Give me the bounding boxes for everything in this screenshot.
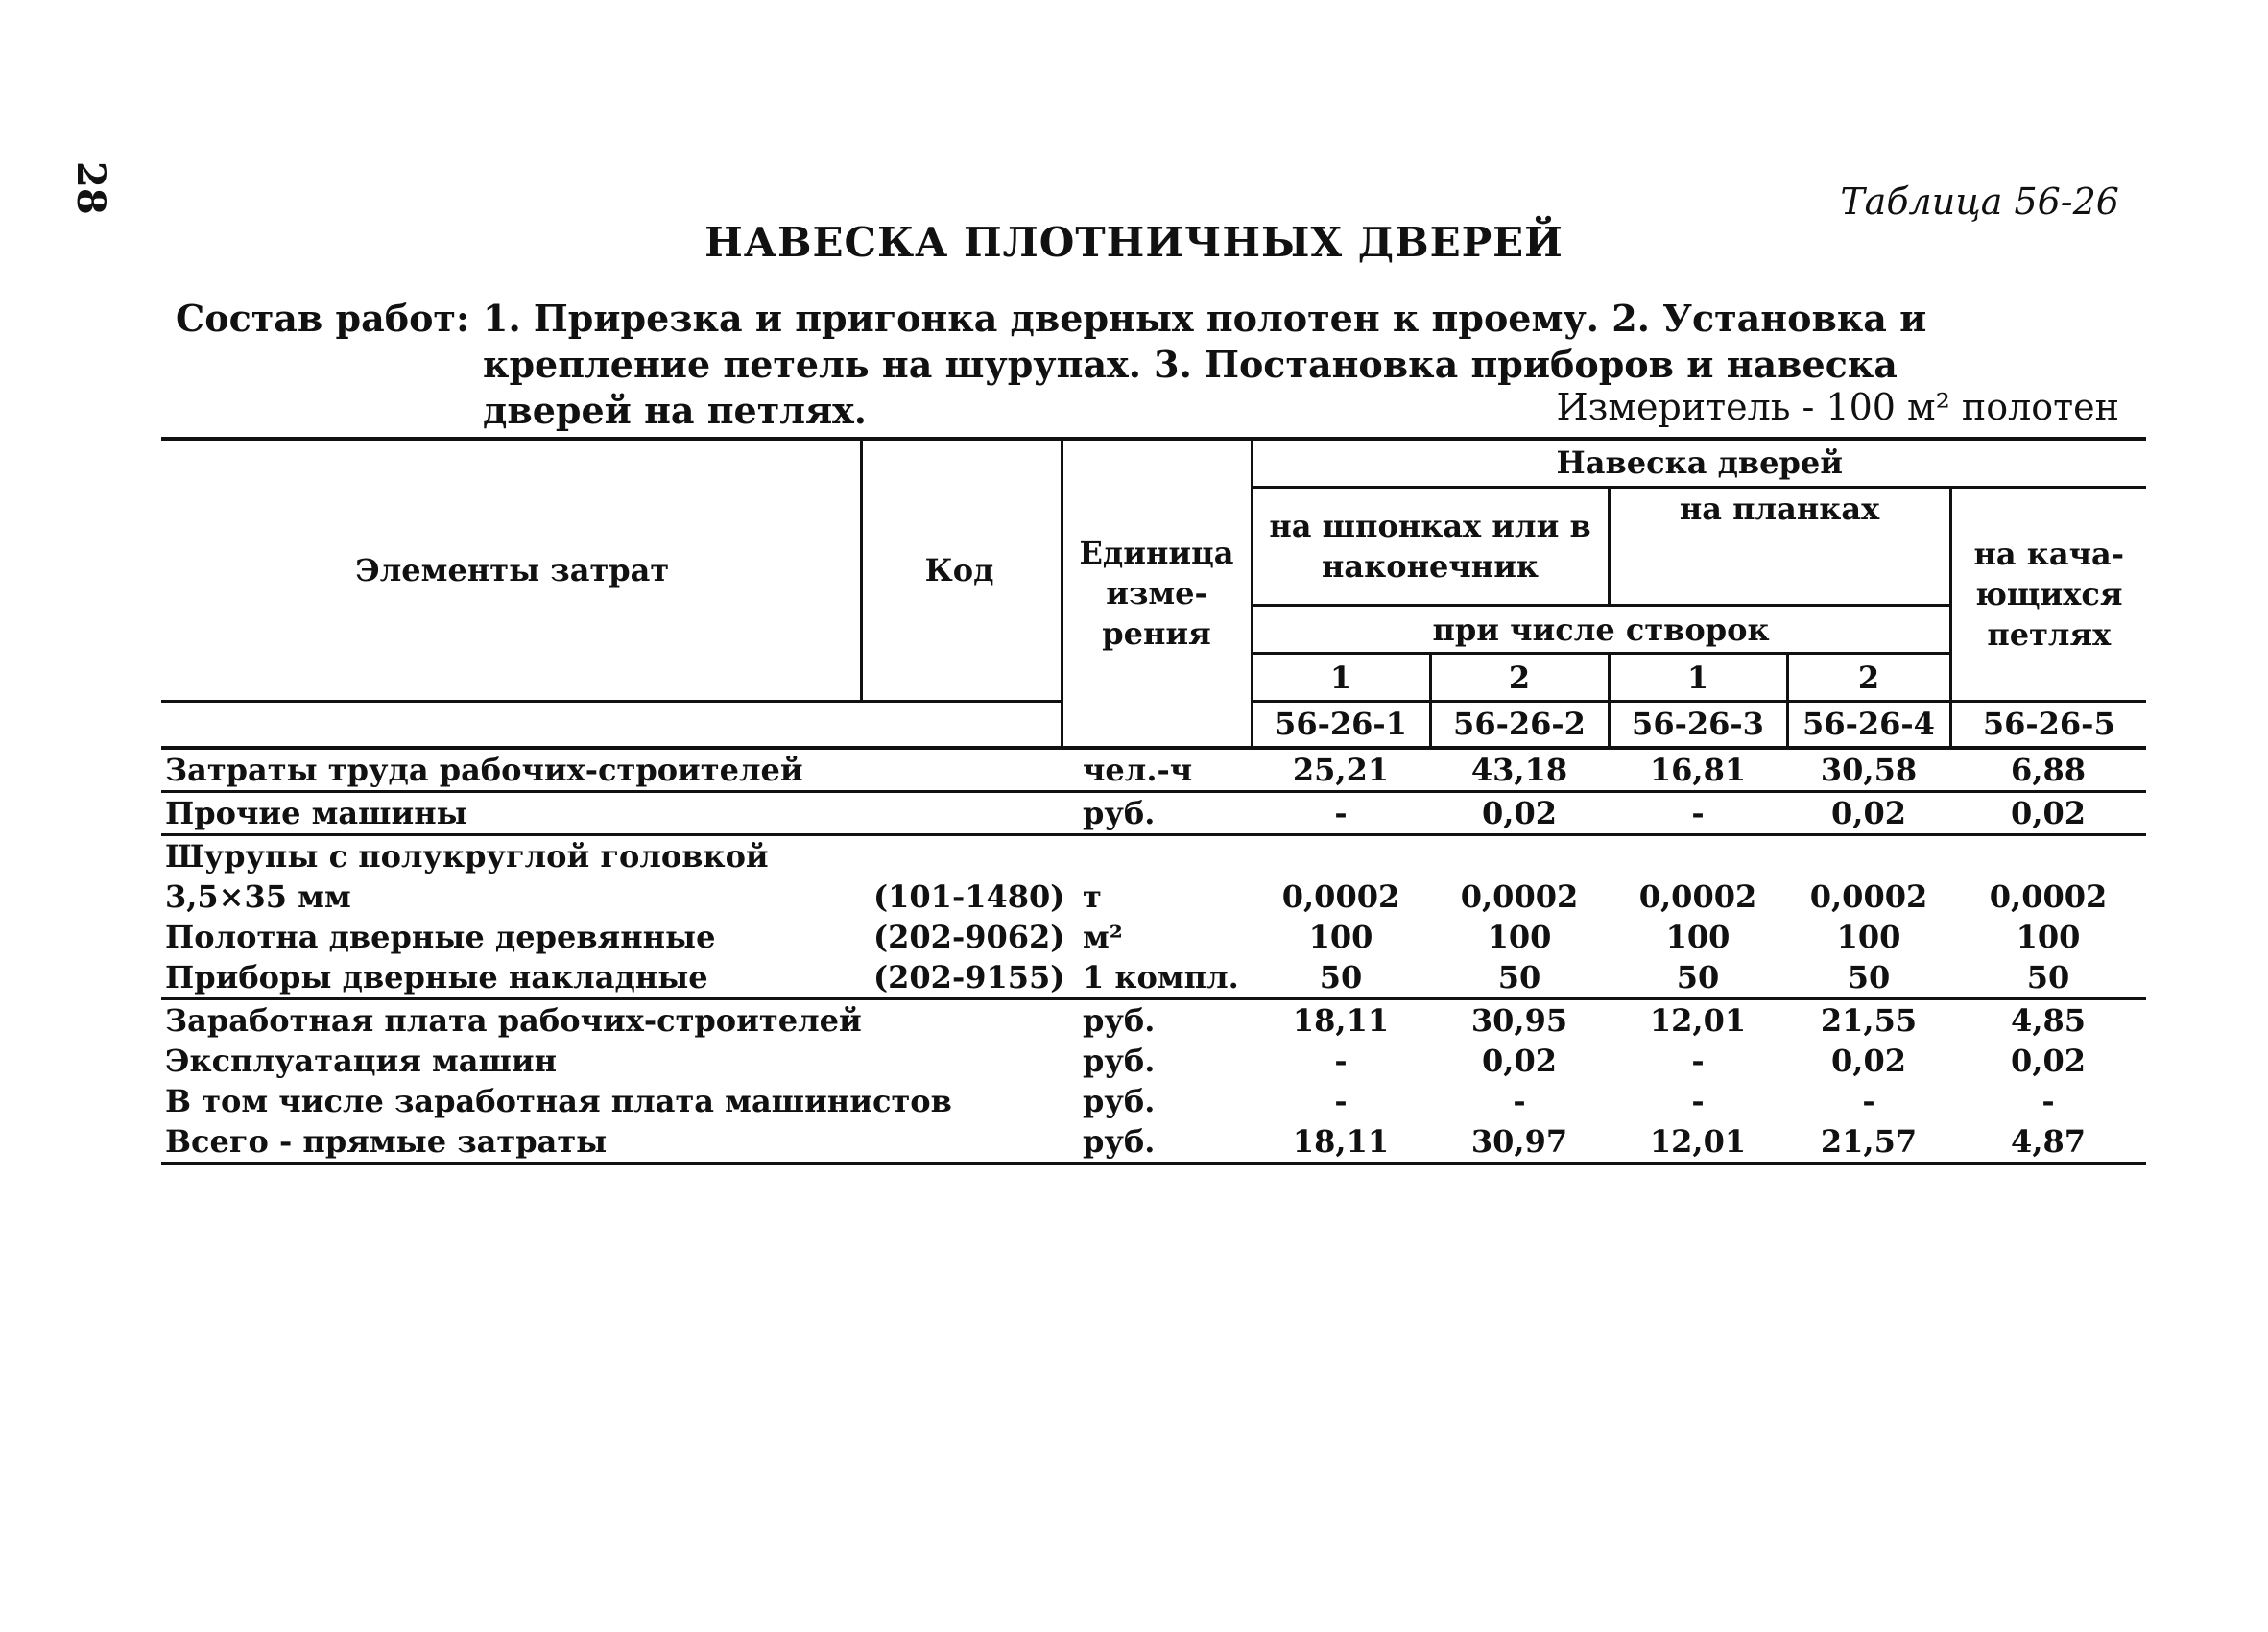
row-unit: т	[1083, 877, 1102, 915]
row-value: 50	[1252, 957, 1430, 999]
row-unit: руб.	[1083, 1082, 1156, 1119]
measure-unit: Измеритель - 100 м² полотен	[1556, 386, 2119, 428]
header-group: Навеска дверей	[1252, 439, 2146, 487]
row-value	[1252, 834, 1430, 876]
table-row	[161, 1081, 2146, 1121]
row-value: 12,01	[1609, 1121, 1787, 1164]
row-value: 0,0002	[1281, 877, 1400, 915]
row-name: 3,5×35 мм	[165, 877, 351, 915]
row-value: 16,81	[1609, 748, 1787, 792]
row-name: Прочие машины	[161, 791, 870, 834]
row-name: Приборы дверные накладные	[161, 957, 870, 999]
table-row	[161, 1121, 2146, 1164]
header-n3: 1	[1609, 654, 1787, 702]
row-value: 18,11	[1292, 1001, 1390, 1039]
header-code-1: 56-26-1	[1252, 702, 1430, 748]
row-unit: руб.	[1083, 1001, 1156, 1039]
header-n2: 2	[1430, 654, 1609, 702]
page-number: 28	[68, 161, 113, 215]
row-code	[870, 834, 1062, 876]
row-value: 0,02	[1950, 791, 2146, 834]
row-value: 50	[1787, 957, 1950, 999]
row-value: 50	[1950, 957, 2146, 999]
row-value: 30,58	[1787, 748, 1950, 792]
row-value	[1609, 834, 1787, 876]
row-value	[1430, 834, 1609, 876]
row-value: -	[1513, 1082, 1526, 1119]
row-value: -	[1334, 1042, 1348, 1079]
row-unit	[1062, 834, 1252, 876]
row-value: 0,02	[2011, 1042, 2086, 1079]
row-value: 100	[1487, 918, 1552, 955]
row-value: 43,18	[1430, 748, 1609, 792]
row-value: -	[1862, 1082, 1875, 1119]
row-value: -	[1334, 1082, 1348, 1119]
header-leaves: при числе створок	[1252, 606, 1950, 654]
table-row	[161, 998, 2146, 1041]
row-name: Всего - прямые затраты	[161, 1121, 870, 1164]
row-value: 0,0002	[1989, 877, 2108, 915]
row-value: 21,57	[1787, 1121, 1950, 1164]
header-code-3: 56-26-3	[1609, 702, 1787, 748]
row-unit: руб.	[1062, 791, 1252, 834]
row-name: Заработная плата рабочих-строителей	[165, 1001, 862, 1039]
row-code	[870, 1041, 1062, 1081]
table-row	[161, 876, 2146, 917]
row-value: 50	[1430, 957, 1609, 999]
row-value: 12,01	[1649, 1001, 1747, 1039]
row-value: 100	[1836, 918, 1901, 955]
header-elements: Элементы затрат	[355, 552, 670, 588]
table-row	[161, 957, 2146, 999]
row-name: Эксплуатация машин	[165, 1042, 558, 1079]
row-name: Затраты труда рабочих-строителей	[161, 748, 870, 792]
row-value: 100	[1308, 918, 1373, 955]
row-unit: руб.	[1062, 1121, 1252, 1164]
row-code: (202-9062)	[873, 918, 1065, 955]
row-value	[1950, 834, 2146, 876]
row-value: 0,02	[1430, 791, 1609, 834]
header-n1: 1	[1252, 654, 1430, 702]
row-code	[870, 748, 1062, 792]
table-row	[161, 917, 2146, 957]
table-header	[161, 439, 2146, 748]
row-unit: 1 компл.	[1062, 957, 1252, 999]
header-code-5: 56-26-5	[1950, 702, 2146, 748]
row-value: 6,88	[1950, 748, 2146, 792]
row-value: 0,0002	[1638, 877, 1757, 915]
table-body	[161, 748, 2146, 1164]
header-code-4: 56-26-4	[1787, 702, 1950, 748]
row-value: 0,0002	[1460, 877, 1579, 915]
row-value: 30,97	[1430, 1121, 1609, 1164]
table-row	[161, 791, 2146, 834]
header-sub3: на кача- ющихся петлях	[1950, 487, 2146, 702]
header-code: Код	[861, 441, 1057, 700]
row-value: 18,11	[1252, 1121, 1430, 1164]
work-composition-label: Состав работ:	[176, 297, 469, 340]
table-row	[161, 834, 2146, 876]
table-row	[161, 1041, 2146, 1081]
row-value: 0,02	[1482, 1042, 1557, 1079]
row-code: (101-1480)	[873, 877, 1065, 915]
row-name: Шурупы с полукруглой головкой	[165, 837, 769, 875]
row-value: 0,0002	[1809, 877, 1928, 915]
row-unit: руб.	[1083, 1042, 1156, 1079]
row-unit: чел.-ч	[1062, 748, 1252, 792]
header-code-2: 56-26-2	[1430, 702, 1609, 748]
table-row	[161, 748, 2146, 792]
row-code	[870, 791, 1062, 834]
row-value: 100	[2016, 918, 2081, 955]
row-value	[1787, 834, 1950, 876]
row-name: В том числе заработная плата машинистов	[165, 1082, 952, 1119]
row-value: -	[1252, 791, 1430, 834]
row-value: 21,55	[1820, 1001, 1918, 1039]
row-code	[870, 1121, 1062, 1164]
row-value: 100	[1665, 918, 1731, 955]
row-value: 0,02	[1787, 791, 1950, 834]
row-value: 0,02	[1831, 1042, 1906, 1079]
row-value: -	[1691, 1082, 1705, 1119]
cost-table	[161, 437, 2146, 1165]
row-value: 30,95	[1470, 1001, 1568, 1039]
row-value: 4,87	[1950, 1121, 2146, 1164]
header-sub1: на шпонках или в наконечник	[1252, 487, 1609, 606]
table-label: Таблица 56-26	[1840, 180, 2119, 223]
work-composition-text: 1. Прирезка и пригонка дверных полотен к проему. 2. Установка и крепление петель на шурупах. 3. Постановка приборов и навеска дверей на петлях.	[483, 297, 1927, 432]
row-value: 25,21	[1252, 748, 1430, 792]
page-title: НАВЕСКА ПЛОТНИЧНЫХ ДВЕРЕЙ	[704, 219, 1564, 266]
header-unit: Единица изме- рения	[1062, 439, 1252, 748]
row-value: -	[1691, 1042, 1705, 1079]
row-value: -	[1609, 791, 1787, 834]
row-name: Полотна дверные деревянные	[165, 918, 716, 955]
row-unit: м²	[1083, 918, 1123, 955]
row-value: 50	[1609, 957, 1787, 999]
header-sub2: на планках	[1609, 487, 1950, 606]
row-code: (202-9155)	[870, 957, 1062, 999]
row-code	[870, 998, 1062, 1041]
row-value: -	[2041, 1082, 2055, 1119]
header-n4: 2	[1787, 654, 1950, 702]
row-value: 4,85	[2011, 1001, 2086, 1039]
